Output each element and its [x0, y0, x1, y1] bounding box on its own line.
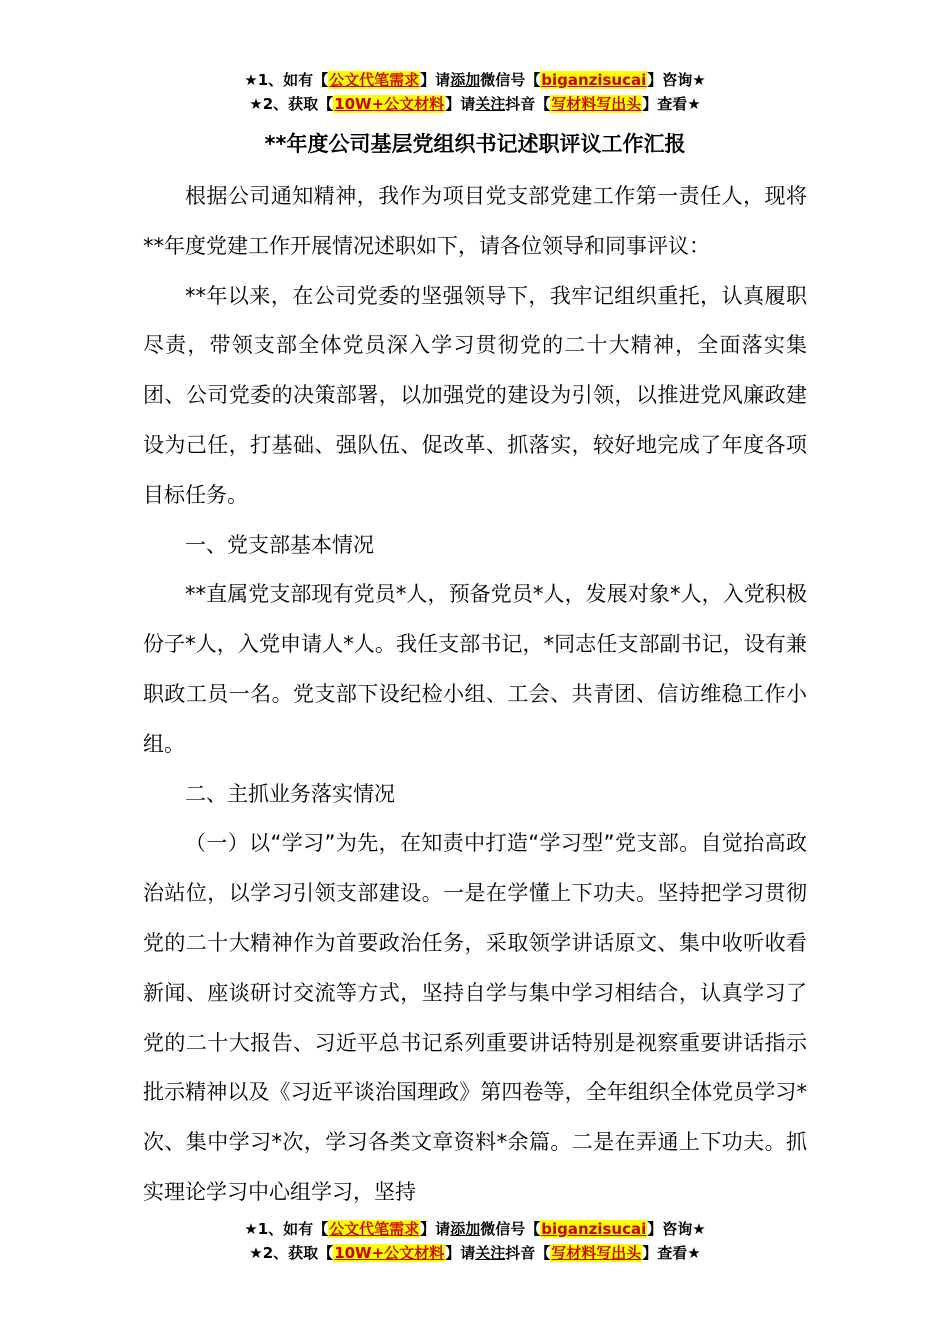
promo-highlight: 写材料写出头: [551, 1244, 642, 1262]
paragraph-summary: **年以来，在公司党委的坚强领导下，我牢记组织重托，认真履职尽责，带领支部全体党员深入学习贯彻党的二十大精神，全面落实集团、公司党委的决策部署，以加强党的建设为引领，以推进党风廉政建设为己任，打基础、强队伍、促改革、抓落实，较好地完成了年度各项目标任务。: [143, 283, 807, 507]
promo-line-1: [0, 1217, 950, 1241]
header-promo-banner: [0, 68, 950, 116]
section-heading-1: 一、党支部基本情况: [185, 532, 374, 557]
promo-text: 】咨询★: [647, 1220, 706, 1238]
promo-text: 】咨询★: [647, 71, 706, 89]
promo-text: 】请: [420, 1220, 451, 1238]
promo-text: 】请: [420, 71, 451, 89]
promo-text: ★2、获取【: [249, 1244, 334, 1262]
document-body: [143, 172, 807, 1218]
promo-line-2: [0, 92, 950, 116]
promo-highlight: 公文代笔需求: [329, 71, 420, 89]
promo-highlight: biganzisucai: [541, 1220, 647, 1238]
promo-text: 微信号【: [480, 71, 541, 89]
promo-highlight: 写材料写出头: [551, 95, 642, 113]
promo-text: 微信号【: [480, 1220, 541, 1238]
promo-underlined-text: 关注: [475, 95, 506, 113]
promo-underlined-text: 添加: [450, 71, 481, 89]
section-heading-2: 二、主抓业务落实情况: [185, 781, 395, 806]
promo-text: ★1、如有【: [244, 1220, 329, 1238]
promo-text: ★1、如有【: [244, 71, 329, 89]
promo-line-2: [0, 1241, 950, 1265]
document-title: **年度公司基层党组织书记述职评议工作汇报: [264, 132, 686, 156]
promo-highlight: 公文代笔需求: [329, 1220, 420, 1238]
promo-text: 】请: [445, 1244, 476, 1262]
promo-underlined-text: 关注: [475, 1244, 506, 1262]
paragraph-intro: 根据公司通知精神，我作为项目党支部党建工作第一责任人，现将**年度党建工作开展情况述职如下，请各位领导和同事评议：: [143, 184, 807, 258]
promo-highlight: 10W+公文材料: [334, 95, 445, 113]
promo-text: 】查看★: [642, 1244, 701, 1262]
promo-underlined-text: 添加: [450, 1220, 481, 1238]
paragraph-study: （一）以“学习”为先，在知责中打造“学习型”党支部。自觉抬高政治站位，以学习引领支部建设。一是在学懂上下功夫。坚持把学习贯彻党的二十大精神作为首要政治任务，采取领学讲话原文、集中收听收看新闻、座谈研讨交流等方式，坚持自学与集中学习相结合，认真学习了党的二十大报告、习近平总书记系列重要讲话特别是视察重要讲话指示批示精神以及《习近平谈治国理政》第四卷等，全年组织全体党员学习*次、集中学习*次，学习各类文章资料*余篇。二是在弄通上下功夫。抓实理论学习中心组学习，坚持: [143, 831, 807, 1204]
footer-promo-banner: [0, 1217, 950, 1265]
promo-highlight: biganzisucai: [541, 71, 647, 89]
paragraph-branch-info: **直属党支部现有党员*人，预备党员*人，发展对象*人，入党积极份子*人，入党申请人*人。我任支部书记，*同志任支部副书记，设有兼职政工员一名。党支部下设纪检小组、工会、共青团、信访维稳工作小组。: [143, 582, 807, 756]
promo-text: 抖音【: [505, 1244, 551, 1262]
promo-text: ★2、获取【: [249, 95, 334, 113]
promo-text: 】查看★: [642, 95, 701, 113]
promo-text: 】请: [445, 95, 476, 113]
promo-text: 抖音【: [505, 95, 551, 113]
promo-line-1: [0, 68, 950, 92]
promo-highlight: 10W+公文材料: [334, 1244, 445, 1262]
